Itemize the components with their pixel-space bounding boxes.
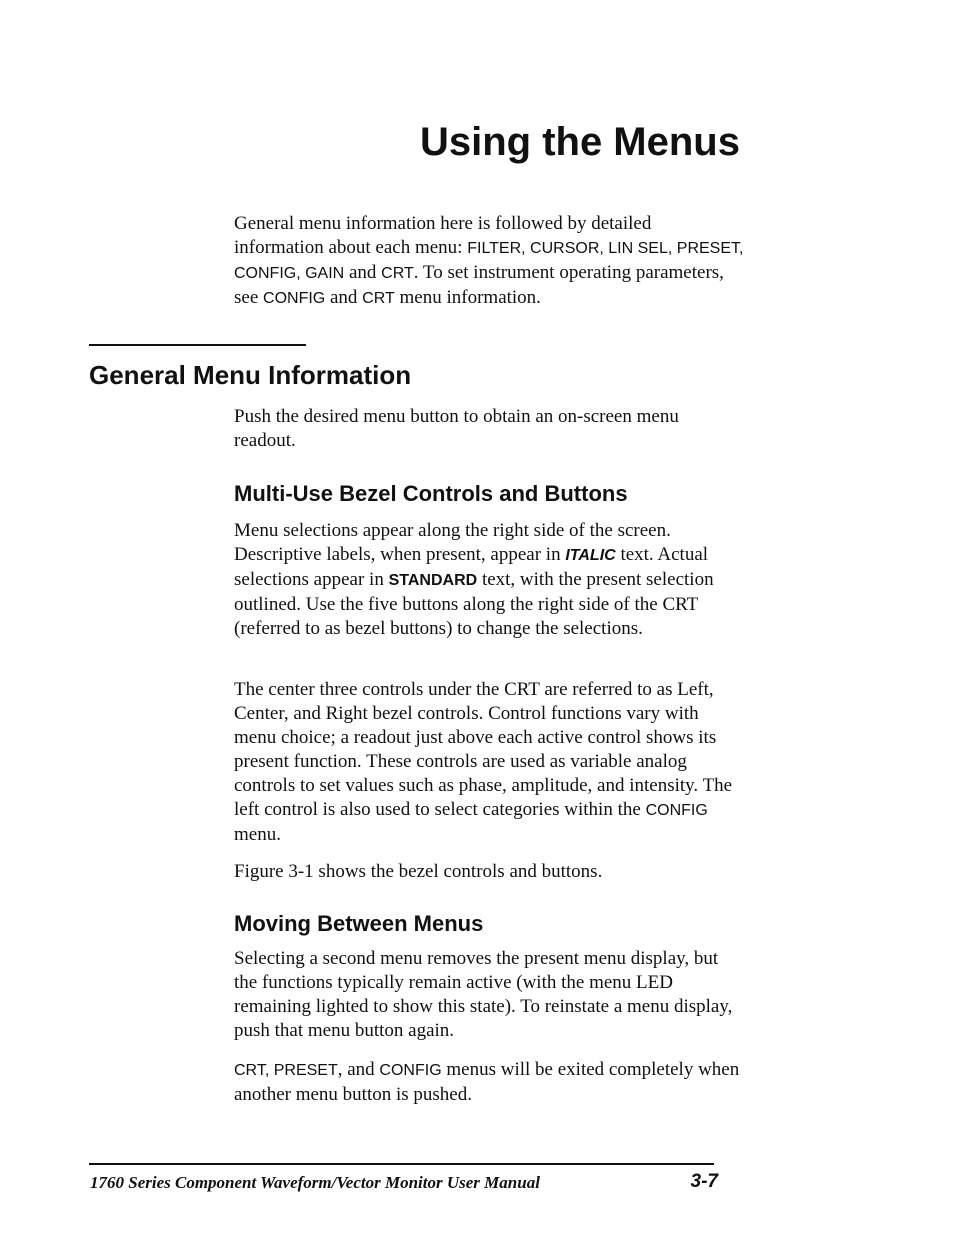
bezel-paragraph-2: The center three controls under the CRT are referred to as Left, Center, and Right bezel controls. Control functions vary with menu choice; a readout just above each active control shows its present function. These controls are used as variable analog controls to set values such as phase, amplitude, and intensity. The left control is also used to select categories within the CONFIG menu.	[234, 679, 733, 845]
page-title: Using the Menus	[419, 120, 740, 164]
menu-name: CRT	[381, 265, 414, 282]
menu-name: CONFIG	[645, 802, 708, 819]
section-divider	[89, 344, 306, 346]
menu-name: CURSOR	[530, 240, 600, 257]
footer-manual-title: 1760 Series Component Waveform/Vector Monitor User Manual	[90, 1173, 540, 1192]
moving-paragraph-2: CRT, PRESET, and CONFIG menus will be exited completely when another menu button is pushed.	[234, 1059, 740, 1105]
italic-sample: ITALIC	[565, 547, 616, 564]
menu-name: CONFIG	[263, 290, 326, 307]
menu-name: CONFIG	[379, 1062, 442, 1079]
section-intro-paragraph: Push the desired menu button to obtain an on-screen menu readout.	[234, 406, 679, 451]
menu-name: PRESET	[676, 240, 740, 257]
subsection-heading-bezel: Multi-Use Bezel Controls and Buttons	[234, 481, 628, 506]
menu-name: CRT	[362, 290, 395, 307]
menu-name: FILTER	[467, 240, 522, 257]
footer-divider	[89, 1163, 714, 1165]
menu-name: CRT	[234, 1062, 265, 1079]
menu-name: PRESET	[273, 1062, 338, 1079]
intro-paragraph: General menu information here is followed by detailed information about each menu: FILTER, CURSOR, LIN SEL, PRESET, CONFIG, GAIN and CRT. To set instrument operating parameters, see CONFIG and CRT menu information.	[234, 213, 744, 308]
section-heading: General Menu Information	[89, 360, 412, 390]
menu-name: LIN SEL	[608, 240, 668, 257]
moving-paragraph-1: Selecting a second menu removes the present menu display, but the functions typically remain active (with the menu LED remaining lighted to show this state). To reinstate a menu display, push that menu button again.	[234, 948, 733, 1041]
standard-sample: STANDARD	[388, 572, 478, 589]
bezel-paragraph-3: Figure 3-1 shows the bezel controls and buttons.	[234, 861, 603, 882]
subsection-heading-moving: Moving Between Menus	[234, 911, 484, 936]
bezel-paragraph-1: Menu selections appear along the right side of the screen. Descriptive labels, when present, appear in ITALIC text. Actual selections appear in STANDARD text, with the present selection outlined. Use the five buttons along the right side of the CRT (referred to as bezel buttons) to change the selections.	[234, 520, 714, 639]
page-number: 3-7	[690, 1171, 718, 1192]
menu-name: CONFIG	[234, 265, 297, 282]
menu-name: GAIN	[305, 265, 345, 282]
